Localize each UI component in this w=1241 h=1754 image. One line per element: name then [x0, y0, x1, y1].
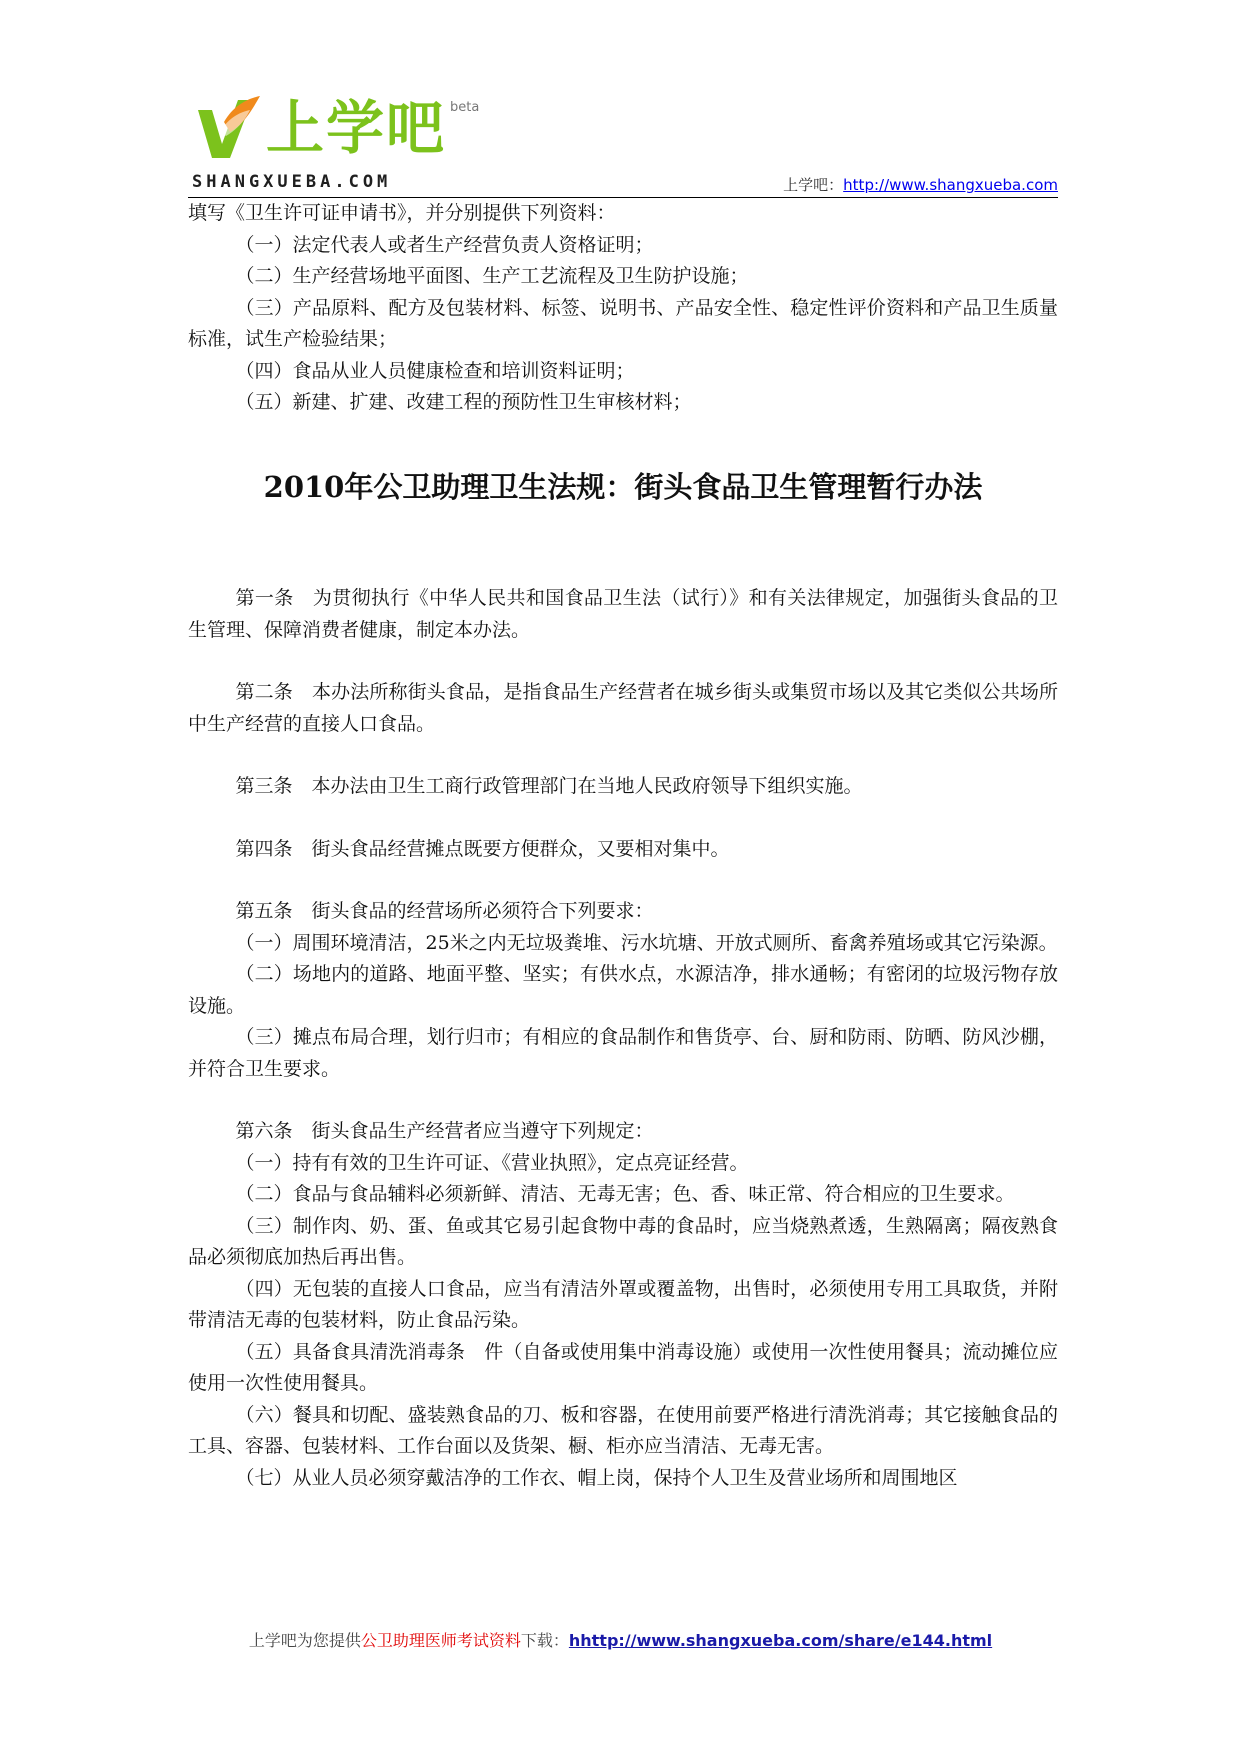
logo-beta-label: beta — [450, 100, 480, 115]
article-5: 第五条 街头食品的经营场所必须符合下列要求： — [235, 900, 654, 922]
article-6-item: （七）从业人员必须穿戴洁净的工作衣、帽上岗，保持个人卫生及营业场所和周围地区 — [235, 1466, 958, 1489]
article-6: 第六条 街头食品生产经营者应当遵守下列规定： — [235, 1120, 654, 1142]
site-logo[interactable] — [188, 88, 508, 198]
footer-highlight-link[interactable]: 公卫助理医师考试资料 — [360, 1631, 521, 1650]
header-link-prefix: 上学吧： — [783, 176, 844, 194]
footer-prefix: 上学吧为您提供 — [248, 1631, 361, 1650]
page-header — [188, 88, 1058, 198]
intro-item: （三）产品原料、配方及包装材料、标签、说明书、产品安全性、稳定性评价资料和产品卫生质量标准，试生产检验结果； — [188, 296, 1058, 350]
intro-section — [188, 198, 1058, 419]
intro-item: （四）食品从业人员健康检查和培训资料证明； — [235, 359, 635, 382]
article-5-item: （三）摊点布局合理，划行归市；有相应的食品制作和售货亭、台、厨和防雨、防晒、防风沙棚，并符合卫生要求。 — [188, 1026, 1058, 1080]
article-4: 第四条 街头食品经营摊点既要方便群众，又要相对集中。 — [235, 837, 730, 860]
leaf-logo-icon — [190, 92, 262, 170]
article-6-item: （六）餐具和切配、盛装熟食品的刀、板和容器，在使用前要严格进行清洗消毒；其它接触食品的工具、容器、包装材料、工作台面以及货架、橱、柜亦应当清洁、无毒无害。 — [188, 1403, 1058, 1457]
page-footer — [0, 1628, 1241, 1651]
article-2: 第二条 本办法所称街头食品，是指食品生产经营者在城乡街头或集贸市场以及其它类似公共场所中生产经营的直接人口食品。 — [188, 681, 1058, 735]
article-6-item: （三）制作肉、奶、蛋、鱼或其它易引起食物中毒的食品时，应当烧熟煮透，生熟隔离；隔夜熟食品必须彻底加热后再出售。 — [188, 1214, 1058, 1268]
document-title: 2010年公卫助理卫生法规：街头食品卫生管理暂行办法 — [263, 470, 983, 504]
intro-line: 填写《卫生许可证申请书》，并分别提供下列资料： — [188, 202, 616, 224]
article-1: 第一条 为贯彻执行《中华人民共和国食品卫生法（试行）》和有关法律规定，加强街头食品的卫生管理、保障消费者健康，制定本办法。 — [188, 587, 1058, 641]
article-6-item: （五）具备食具清洗消毒条 件（自备或使用集中消毒设施）或使用一次性使用餐具；流动摊位应使用一次性使用餐具。 — [188, 1340, 1058, 1394]
footer-download-link[interactable]: hhttp://www.shangxueba.com/share/e144.html — [568, 1631, 993, 1650]
intro-item: （一）法定代表人或者生产经营负责人资格证明； — [235, 233, 654, 256]
header-site-link — [783, 174, 1058, 195]
article-6-item: （一）持有有效的卫生许可证、《营业执照》，定点亮证经营。 — [235, 1151, 749, 1174]
article-6-item: （二）食品与食品辅料必须新鲜、清洁、无毒无害；色、香、味正常、符合相应的卫生要求。 — [235, 1183, 1015, 1205]
article-3: 第三条 本办法由卫生工商行政管理部门在当地人民政府领导下组织实施。 — [235, 775, 863, 797]
article-5-item: （一）周围环境清洁，25米之内无垃圾粪堆、污水坑塘、开放式厕所、畜禽养殖场或其它污染源。 — [235, 931, 1058, 954]
logo-domain: SHANGXUEBA.COM — [192, 172, 392, 192]
intro-item: （二）生产经营场地平面图、生产工艺流程及卫生防护设施； — [235, 265, 749, 287]
intro-item: （五）新建、扩建、改建工程的预防性卫生审核材料； — [235, 391, 692, 413]
logo-wordmark: 上学吧 — [266, 94, 447, 162]
header-url-link[interactable]: http://www.shangxueba.com — [843, 176, 1058, 194]
article-5-item: （二）场地内的道路、地面平整、坚实；有供水点，水源洁净，排水通畅；有密闭的垃圾污物存放设施。 — [188, 963, 1058, 1017]
article-6-item: （四）无包装的直接人口食品，应当有清洁外罩或覆盖物，出售时，必须使用专用工具取货，并附带清洁无毒的包装材料，防止食品污染。 — [188, 1277, 1058, 1331]
articles-section — [188, 583, 1058, 1494]
footer-middle: 下载： — [520, 1631, 569, 1650]
